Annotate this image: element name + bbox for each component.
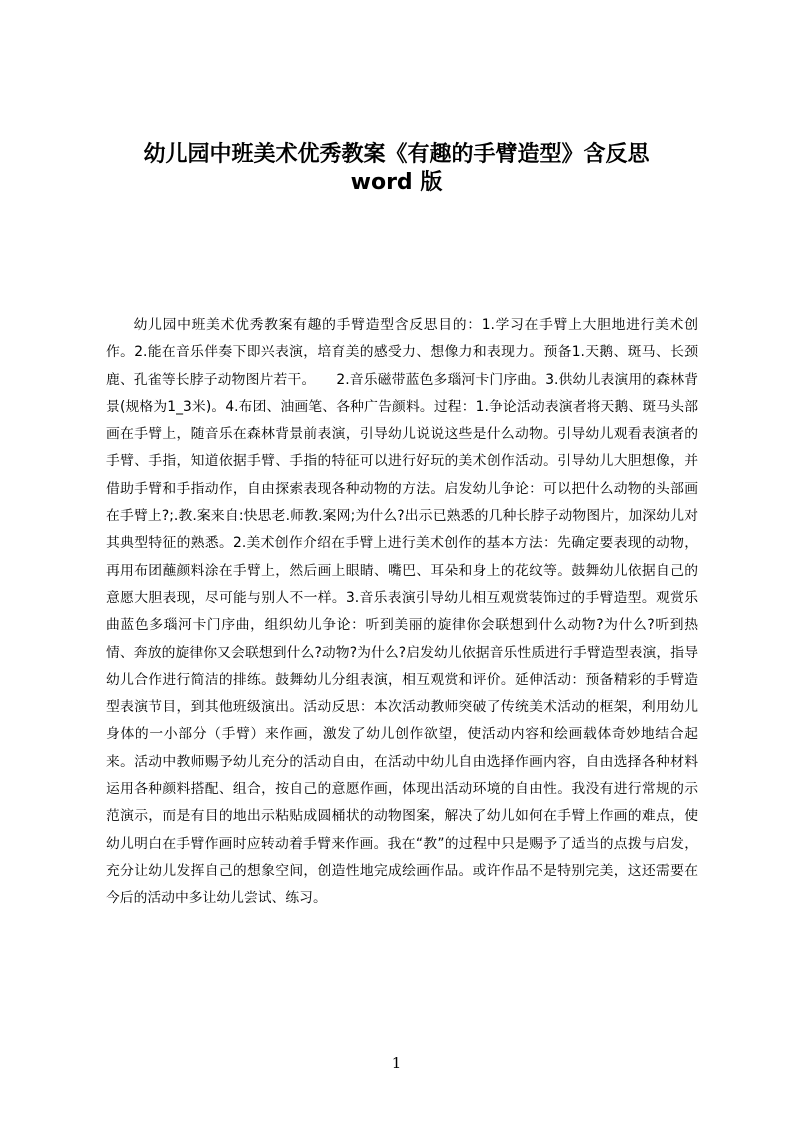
document-body: 幼儿园中班美术优秀教案有趣的手臂造型含反思目的：1.学习在手臂上大胆地进行美术创作。2.能在音乐伴奏下即兴表演，培育美的感受力、想像力和表现力。预备1.天鹅、斑马、长颈鹿、孔雀等长脖子动物图片若干。 2.音乐磁带蓝色多瑙河卡门序曲。3.供幼儿表演用的森林背景(规格为1_3米)。4.布团、油画笔、各种广告颜料。过程：1.争论活动表演者将天鹅、斑马头部画在手臂上，随音乐在森林背景前表演，引导幼儿说说这些是什么动物。引导幼儿观看表演者的手臂、手指，知道依据手臂、手指的特征可以进行好玩的美术创作活动。引导幼儿大胆想像，并借助手臂和手指动作，自由探索表现各种动物的方法。启发幼儿争论：可以把什么动物的头部画在手臂上?;.教.案来自:快思老.师教.案网;为什么?出示已熟悉的几种长脖子动物图片，加深幼儿对其典型特征的熟悉。2.美术创作介绍在手臂上进行美术创作的基本方法：先确定要表现的动物，再用布团蘸颜料涂在手臂上，然后画上眼睛、嘴巴、耳朵和身上的花纹等。鼓舞幼儿依据自己的意愿大胆表现，尽可能与别人不一样。3.音乐表演引导幼儿相互观赏装饰过的手臂造型。观赏乐曲蓝色多瑙河卡门序曲，组织幼儿争论：听到美丽的旋律你会联想到什么动物?为什么?听到热情、奔放的旋律你又会联想到什么?动物?为什么?启发幼儿依据音乐性质进行手臂造型表演，指导幼儿合作进行简洁的排练。鼓舞幼儿分组表演，相互观赏和评价。延伸活动：预备精彩的手臂造型表演节目，到其他班级演出。活动反思：本次活动教师突破了传统美术活动的框架，利用幼儿身体的一小部分（手臂）来作画，激发了幼儿创作欲望，使活动内容和绘画载体奇妙地结合起来。活动中教师赐予幼儿充分的活动自由，在活动中幼儿自由选择作画内容，自由选择各种材料运用各种颜料搭配、组合，按自己的意愿作画，体现出活动环境的自由性。我没有进行常规的示范演示，而是有目的地出示粘贴成圆桶状的动物图案，解决了幼儿如何在手臂上作画的难点，使幼儿明白在手臂作画时应转动着手臂来作画。我在“教”的过程中只是赐予了适当的点拨与启发，充分让幼儿发挥自己的想象空间，创造性地完成绘画作品。或许作品不是特别完美，这还需要在今后的活动中多让幼儿尝试、练习。 (106, 317, 698, 907)
document-title: 幼儿园中班美术优秀教案《有趣的手臂造型》含反思 (143, 142, 650, 167)
document-title-suffix: word 版 (350, 170, 443, 195)
page-number: 1 (391, 1054, 402, 1072)
